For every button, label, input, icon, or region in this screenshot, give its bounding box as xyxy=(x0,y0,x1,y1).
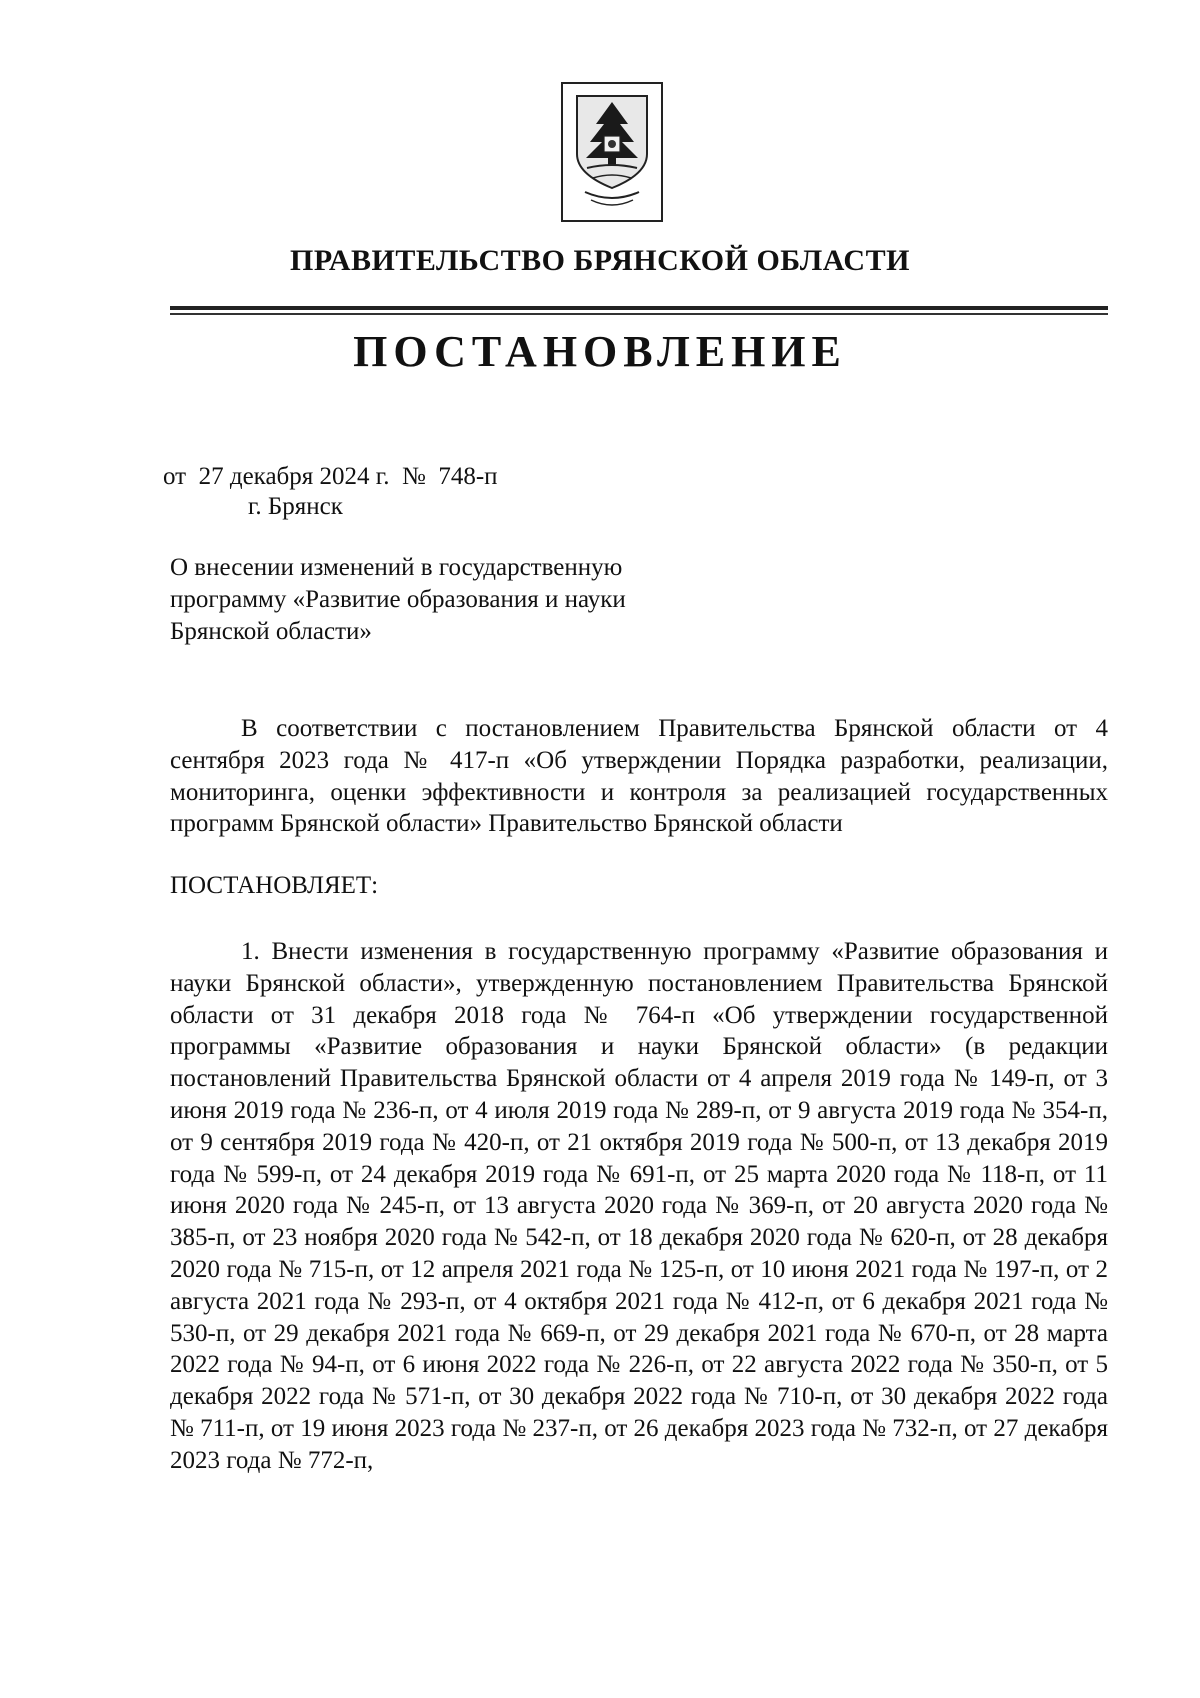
subject-line: Брянской области» xyxy=(170,618,372,645)
document-date: 27 декабря 2024 г. xyxy=(198,463,390,490)
item-1-paragraph: 1. Внести изменения в государственную программу «Развитие образования и науки Брянской области», утвержденную постановлением Правительства Брянской области от 31 декабря 2018 года № 764-п «Об утверждении государственной программы «Развитие образования и науки Брянской области» (в редакции постановлений Правительства Брянской области от 4 апреля 2019 года № 149-п, от 3 июня 2019 года № 236-п, от 4 июля 2019 года № 289-п, от 9 августа 2019 года № 354-п, от 9 сентября 2019 года № 420-п, от 21 октября 2019 года № 500-п, от 13 декабря 2019 года № 599-п, от 24 декабря 2019 года № 691-п, от 25 марта 2020 года № 118-п, от 11 июня 2020 года № 245-п, от 13 августа 2020 года № 369-п, от 20 августа 2020 года № 385-п, от 23 ноября 2020 года № 542-п, от 18 декабря 2020 года № 620-п, от 28 декабря 2020 года № 715-п, от 12 апреля 2021 года № 125-п, от 10 июня 2021 года № 197-п, от 2 августа 2021 года № 293-п, от 4 октября 2021 года № 412-п, от 6 декабря 2021 года № 530-п, от 29 декабря 2021 года № 669-п, от 29 декабря 2021 года № 670-п, от 28 марта 2022 года № 94-п, от 6 июня 2022 года № 226-п, от 22 августа 2022 года № 350-п, от 5 декабря 2022 года № 571-п, от 30 декабря 2022 года № 710-п, от 30 декабря 2022 года № 711-п, от 19 июня 2023 года № 237-п, от 26 декабря 2023 года № 732-п, от 27 декабря 2023 года № 772-п, xyxy=(170,938,1108,1474)
document-number: 748-п xyxy=(438,463,498,490)
header-rule-thick xyxy=(170,306,1108,310)
document-subject xyxy=(170,552,730,648)
decree-word: ПОСТАНОВЛЯЕТ: xyxy=(170,872,379,899)
number-sign: № xyxy=(401,463,426,490)
subject-line: О внесении изменений в государственную xyxy=(170,554,623,581)
header-rule-thin xyxy=(170,313,1108,315)
preamble-paragraph: В соответствии с постановлением Правительства Брянской области от 4 сентября 2023 года № 417-п «Об утверждении Порядка разработки, реализации, мониторинга, оценки эффективности и контроля за реализацией государственных программ Брянской области» Правительство Брянской области xyxy=(170,715,1108,838)
emblem-frame xyxy=(561,82,663,222)
document-date-line xyxy=(163,463,498,491)
bryansk-coat-of-arms-icon xyxy=(571,92,653,212)
date-prefix: от xyxy=(163,463,187,490)
document-city: г. Брянск xyxy=(248,493,343,520)
document-type: ПОСТАНОВЛЕНИЕ xyxy=(353,327,847,376)
government-title: ПРАВИТЕЛЬСТВО БРЯНСКОЙ ОБЛАСТИ xyxy=(290,244,910,277)
subject-line: программу «Развитие образования и науки xyxy=(170,586,626,613)
